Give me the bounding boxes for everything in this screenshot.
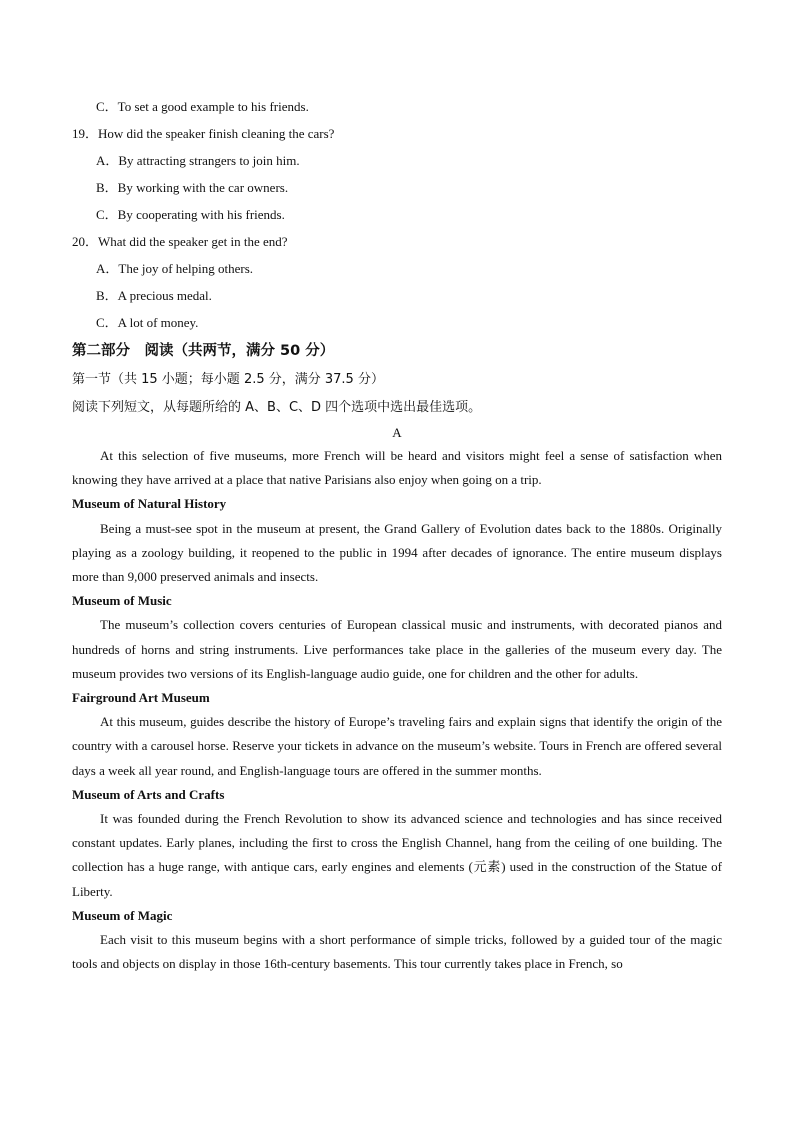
museum-heading: Fairground Art Museum bbox=[72, 690, 210, 706]
museum-heading: Museum of Arts and Crafts bbox=[72, 786, 225, 802]
q19-option-c: C．By cooperating with his friends. bbox=[96, 207, 285, 222]
q20-option-c: C．A lot of money. bbox=[96, 315, 199, 330]
passage-label: A bbox=[392, 425, 402, 440]
q20-option-a: A．The joy of helping others. bbox=[96, 261, 254, 276]
q20-stem: 20．What did the speaker get in the end? bbox=[72, 234, 288, 249]
q19-option-b: B．By working with the car owners. bbox=[96, 180, 289, 195]
q20-option-b: B．A precious medal. bbox=[96, 288, 212, 303]
museum-text: At this museum, guides describe the history of Europe’s traveling fairs and explain signs that identify the origin of the country with a carousel horse. Reserve your tickets in advance on the museum’s website. Tours in French are offered several days a week all year round, and English-language tours are offered in the summer months. bbox=[72, 714, 722, 778]
q19-stem: 19．How did the speaker finish cleaning the cars? bbox=[72, 126, 335, 141]
section-subtitle: 第一节（共 15 小题；每小题 2.5 分，满分 37.5 分） bbox=[72, 372, 384, 387]
museum-heading: Museum of Magic bbox=[72, 907, 173, 923]
museum-heading: Museum of Natural History bbox=[72, 496, 227, 512]
section-title: 第二部分 阅读（共两节，满分 50 分） bbox=[72, 343, 335, 359]
document-page bbox=[72, 93, 722, 976]
museum-text: It was founded during the French Revolution to show its advanced science and technologies and has since received constant updates. Early planes, including the first to cross the English Channel, hang from the ceiling of one building. The collection has a huge range, with antique cars, early engines and elements (元素) used in the construction of the Statue of Liberty. bbox=[72, 811, 722, 899]
passage-intro: At this selection of five museums, more French will be heard and visitors might feel a sense of satisfaction when knowing they have arrived at a place that native Parisians also enjoy when going on a trip. bbox=[72, 448, 722, 488]
museum-text: Being a must-see spot in the museum at present, the Grand Gallery of Evolution dates back to the 1880s. Originally playing as a zoology building, it reopened to the public in 1994 after decades of ignorance. The entire museum displays more than 9,000 preserved animals and insects. bbox=[72, 520, 722, 585]
museum-heading: Museum of Music bbox=[72, 593, 172, 609]
museum-text: Each visit to this museum begins with a short performance of simple tricks, followed by a guided tour of the magic tools and objects on display in those 16th-century basements. This tour currently takes place in French, so bbox=[72, 932, 722, 972]
q18-option-c: C．To set a good example to his friends. bbox=[96, 99, 309, 114]
museum-text: The museum’s collection covers centuries of European classical music and instruments, with decorated pianos and hundreds of horns and string instruments. Live performances take place in the galleries of the museum every day. The museum provides two versions of its English-language audio guide, one for children and the other for adults. bbox=[72, 617, 722, 681]
section-instruction: 阅读下列短文，从每题所给的 A、B、C、D 四个选项中选出最佳选项。 bbox=[72, 400, 482, 415]
q19-option-a: A．By attracting strangers to join him. bbox=[96, 153, 300, 168]
